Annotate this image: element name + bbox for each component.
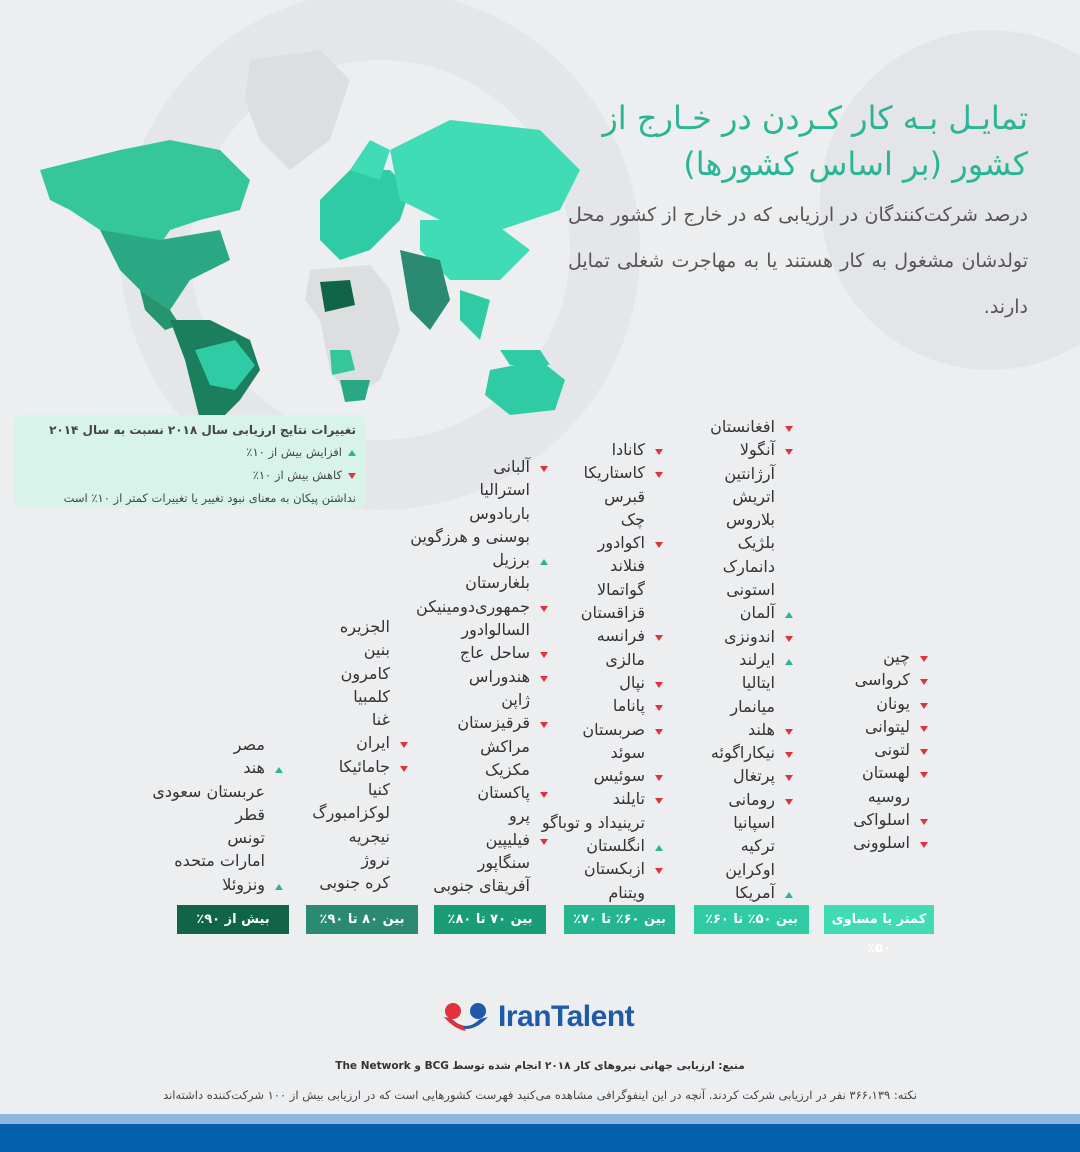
trend-marker — [653, 764, 665, 787]
country-name: هندوراس — [468, 666, 530, 686]
country-item — [710, 648, 795, 671]
country-name: رومانی — [728, 789, 775, 809]
country-name: سوئیس — [593, 766, 645, 786]
country-name: قبرس — [604, 486, 645, 506]
country-name: استرالیا — [479, 480, 530, 500]
country-name: اسلواکی — [853, 810, 910, 830]
country-item — [152, 849, 285, 872]
country-name: جامائیکا — [338, 756, 390, 776]
north-america — [40, 140, 250, 330]
page-title: تمایـل بـه کار کـردن در خـارج از کشور (بر اساس کشورها) — [602, 99, 1028, 183]
country-item — [542, 834, 665, 857]
country-item — [410, 571, 550, 594]
country-name: بلاروس — [726, 510, 775, 530]
arrow-down-icon — [920, 703, 928, 709]
country-name: ونزوئلا — [222, 874, 265, 894]
country-name: دانمارک — [722, 556, 775, 576]
country-item — [312, 778, 410, 801]
country-name: پاکستان — [477, 783, 530, 803]
country-name: هند — [243, 758, 265, 778]
country-name: کرواسی — [854, 670, 910, 690]
country-name: نیکاراگوئه — [710, 743, 775, 763]
country-column-le50 — [853, 645, 930, 855]
country-item — [710, 718, 795, 741]
country-name: بنین — [363, 640, 390, 660]
country-item — [542, 624, 665, 647]
country-item — [542, 648, 665, 671]
country-name: کره جنوبی — [319, 873, 390, 893]
country-name: عربستان سعودی — [152, 781, 265, 801]
arrow-down-icon — [655, 775, 663, 781]
country-name: نروژ — [361, 849, 390, 869]
arrow-up-icon — [655, 845, 663, 851]
country-item — [710, 834, 795, 857]
arrow-down-icon — [920, 679, 928, 685]
country-name: مالزی — [605, 649, 645, 669]
arrow-down-icon — [785, 752, 793, 758]
trend-marker — [653, 787, 665, 810]
country-name: نیجریه — [348, 826, 390, 846]
country-item — [152, 826, 285, 849]
country-item — [410, 665, 550, 688]
country-name: سنگاپور — [477, 853, 530, 873]
country-name: امارات متحده — [174, 851, 265, 871]
country-item — [410, 735, 550, 758]
country-name: کلمبیا — [353, 686, 390, 706]
country-name: پرو — [508, 806, 530, 826]
trend-marker — [538, 828, 550, 851]
country-item — [542, 485, 665, 508]
arrow-down-icon — [540, 792, 548, 798]
country-name: فیلیپین — [485, 829, 530, 849]
arrow-down-icon — [785, 636, 793, 642]
country-item — [710, 625, 795, 648]
arrow-down-icon — [655, 729, 663, 735]
page-subtitle: درصد شرکت‌کنندگان در ارزیابی که در خارج از کشور محل تولدشان مشغول به کار هستند یا به مهاجرت شغلی تمایل دارند. — [568, 204, 1028, 318]
country-column-50-60 — [710, 415, 795, 904]
country-item — [853, 785, 930, 808]
country-item — [312, 708, 410, 731]
country-name: غنا — [371, 710, 390, 730]
country-item — [410, 711, 550, 734]
trend-marker — [653, 438, 665, 461]
arrow-down-icon — [920, 819, 928, 825]
arrow-down-icon — [655, 449, 663, 455]
category-70-80: بین ۷۰ تا ۸۰٪ — [434, 905, 546, 934]
arrow-up-icon — [785, 892, 793, 898]
arrow-down-icon — [655, 472, 663, 478]
country-item — [410, 758, 550, 781]
country-item — [542, 508, 665, 531]
arrow-down-icon — [785, 449, 793, 455]
arrow-down-icon — [348, 473, 356, 479]
arrow-down-icon — [655, 868, 663, 874]
country-item — [710, 601, 795, 624]
south-america — [170, 320, 260, 420]
country-item — [152, 756, 285, 779]
arrow-down-icon — [540, 722, 548, 728]
arrow-down-icon — [920, 656, 928, 662]
country-name: اسلوونی — [853, 833, 910, 853]
arrow-down-icon — [655, 635, 663, 641]
country-item — [710, 415, 795, 438]
trend-marker — [653, 718, 665, 741]
arrow-up-icon — [785, 659, 793, 665]
country-name: ازبکستان — [583, 859, 645, 879]
country-item — [410, 874, 550, 897]
trend-marker — [273, 756, 285, 779]
country-name: پرتغال — [733, 766, 775, 786]
trend-marker — [918, 808, 930, 831]
country-name: لتونی — [874, 740, 910, 760]
country-name: چین — [883, 647, 910, 666]
country-item — [152, 873, 285, 896]
country-item — [542, 578, 665, 601]
country-name: مصر — [233, 735, 265, 754]
trend-marker — [538, 711, 550, 734]
legend-note-label: نداشتن پیکان به معنای نبود تغییر یا تغییرات کمتر از ۱۰٪ است — [63, 491, 356, 505]
country-name: ویتنام — [608, 882, 645, 902]
trend-marker — [538, 455, 550, 478]
country-name: اوکراین — [725, 859, 775, 879]
country-name: ساحل عاج — [459, 643, 530, 663]
country-name: آرژانتین — [724, 463, 775, 483]
source-text: منبع: ارزیابی جهانی نیروهای کار ۲۰۱۸ انجام شده توسط BCG و The Network — [335, 1060, 745, 1072]
country-item — [312, 731, 410, 754]
country-item — [710, 438, 795, 461]
category-50-60: بین ۵۰٪ تا ۶۰٪ — [694, 905, 809, 934]
change-legend — [14, 415, 366, 508]
trend-marker — [653, 624, 665, 647]
country-name: باربادوس — [469, 503, 530, 523]
country-name: قرقیزستان — [457, 713, 530, 733]
country-name: قزاقستان — [580, 603, 645, 623]
country-item — [710, 555, 795, 578]
country-item — [410, 641, 550, 664]
country-item — [312, 615, 410, 638]
country-name: لیتوانی — [864, 716, 910, 736]
trend-marker — [918, 715, 930, 738]
country-column-80-90 — [312, 615, 410, 895]
legend-note — [24, 487, 356, 510]
country-item — [542, 857, 665, 880]
country-item — [853, 668, 930, 691]
country-item — [410, 688, 550, 711]
arrow-up-icon — [348, 450, 356, 456]
country-name: ایرلند — [739, 649, 775, 669]
country-item — [710, 508, 795, 531]
country-name: یونان — [876, 693, 910, 713]
legend-title: تغییرات نتایج ارزیابی سال ۲۰۱۸ نسبت به سال ۲۰۱۴ — [49, 423, 356, 437]
trend-marker — [273, 873, 285, 896]
arrow-down-icon — [540, 839, 548, 845]
arrow-down-icon — [655, 798, 663, 804]
country-item — [542, 461, 665, 484]
arrow-down-icon — [540, 652, 548, 658]
country-item — [410, 525, 550, 548]
country-item — [410, 455, 550, 478]
arrow-down-icon — [540, 606, 548, 612]
footer-stripe — [0, 1114, 1080, 1124]
country-name: قطر — [235, 804, 265, 824]
country-item — [710, 788, 795, 811]
africa — [305, 265, 400, 402]
country-item — [312, 755, 410, 778]
arrow-down-icon — [785, 775, 793, 781]
country-item — [410, 804, 550, 827]
country-item — [410, 618, 550, 641]
country-item — [312, 825, 410, 848]
country-item — [710, 881, 795, 904]
country-name: لهستان — [862, 763, 910, 783]
country-item — [410, 548, 550, 571]
country-name: میانمار — [730, 696, 775, 716]
country-item — [542, 601, 665, 624]
country-name: گواتمالا — [596, 579, 645, 599]
country-item — [542, 694, 665, 717]
trend-marker — [653, 857, 665, 880]
country-name: فرانسه — [596, 626, 645, 646]
note-text: نکته: ۳۶۶،۱۳۹ نفر در ارزیابی شرکت کردند. آنچه در این اینفوگرافی مشاهده می‌کنید فهرست کشورهایی است که در ارزیابی بیش از ۱۰۰ شرکت‌کننده داشته‌اند — [163, 1088, 917, 1102]
trend-marker — [538, 548, 550, 571]
trend-marker — [918, 645, 930, 668]
country-name: پاناما — [612, 696, 645, 716]
country-name: ترینیداد و توباگو — [541, 812, 645, 832]
arrow-down-icon — [655, 682, 663, 688]
country-name: آنگولا — [739, 440, 775, 460]
trend-marker — [538, 641, 550, 664]
trend-marker — [783, 788, 795, 811]
country-name: کانادا — [611, 440, 645, 459]
arrow-down-icon — [920, 772, 928, 778]
country-name: سوئد — [610, 742, 645, 762]
country-name: کنیا — [367, 780, 390, 800]
country-name: ترکیه — [740, 836, 775, 856]
arrow-up-icon — [540, 559, 548, 565]
arrow-down-icon — [655, 705, 663, 711]
country-name: اکوادور — [597, 533, 645, 553]
trend-marker — [918, 692, 930, 715]
country-item — [410, 781, 550, 804]
country-item — [312, 662, 410, 685]
country-item — [853, 692, 930, 715]
country-name: مکزیک — [484, 759, 530, 779]
country-name: انگلستان — [586, 836, 645, 856]
trend-marker — [653, 531, 665, 554]
arrow-down-icon — [400, 766, 408, 772]
arrow-down-icon — [920, 842, 928, 848]
greenland — [245, 50, 350, 170]
country-name: ژاپن — [501, 689, 530, 709]
brand-logo — [440, 995, 650, 1039]
trend-marker — [538, 595, 550, 618]
country-item — [542, 764, 665, 787]
country-name: بلغارستان — [465, 573, 530, 593]
trend-marker — [918, 761, 930, 784]
country-name: هلند — [748, 719, 775, 739]
country-name: صربستان — [582, 719, 645, 739]
country-item — [542, 671, 665, 694]
country-name: جمهوری‌دومینیکن — [416, 596, 530, 616]
country-name: کاستاریکا — [583, 463, 645, 483]
country-name: چک — [620, 509, 645, 529]
country-name: ایران — [356, 733, 390, 753]
country-name: تونس — [227, 828, 265, 848]
country-name: اسپانیا — [733, 813, 775, 833]
trend-marker — [783, 881, 795, 904]
category-80-90: بین ۸۰ تا ۹۰٪ — [306, 905, 418, 934]
trend-marker — [538, 665, 550, 688]
country-item — [710, 764, 795, 787]
arrow-up-icon — [785, 612, 793, 618]
country-name: بوسنی و هرزگوین — [410, 526, 530, 546]
country-item — [542, 811, 665, 834]
country-name: افغانستان — [710, 417, 775, 436]
arrow-down-icon — [785, 729, 793, 735]
country-item — [312, 685, 410, 708]
country-name: اندونزی — [724, 626, 775, 646]
country-item — [710, 531, 795, 554]
trend-marker — [653, 834, 665, 857]
country-item — [710, 578, 795, 601]
country-name: کامرون — [340, 663, 390, 683]
country-item — [542, 531, 665, 554]
trend-marker — [783, 625, 795, 648]
country-name: برزیل — [492, 550, 530, 570]
trend-marker — [783, 438, 795, 461]
country-item — [710, 741, 795, 764]
country-name: اتریش — [732, 486, 775, 506]
legend-increase — [24, 441, 356, 464]
arrow-up-icon — [275, 884, 283, 890]
country-name: السالوادور — [461, 620, 530, 640]
arrow-down-icon — [785, 799, 793, 805]
country-item — [312, 801, 410, 824]
country-item — [312, 871, 410, 894]
country-name: فنلاند — [610, 556, 645, 576]
country-item — [410, 595, 550, 618]
trend-marker — [783, 415, 795, 438]
country-name: تایلند — [612, 789, 645, 809]
trend-marker — [918, 738, 930, 761]
country-item — [853, 761, 930, 784]
country-item — [410, 851, 550, 874]
country-column-90 — [152, 733, 285, 896]
arrow-down-icon — [920, 749, 928, 755]
country-name: مراکش — [480, 736, 530, 756]
country-name: آلمان — [739, 603, 775, 623]
country-item — [152, 733, 285, 756]
country-item — [410, 478, 550, 501]
trend-marker — [918, 831, 930, 854]
country-name: آلبانی — [493, 457, 530, 476]
trend-marker — [783, 648, 795, 671]
trend-marker — [918, 668, 930, 691]
trend-marker — [783, 601, 795, 624]
country-item — [152, 803, 285, 826]
category-le50: کمتر یا مساوی ۵۰٪ — [824, 905, 934, 934]
country-item — [542, 741, 665, 764]
trend-marker — [653, 671, 665, 694]
country-name: الجزیره — [339, 617, 390, 636]
country-item — [853, 738, 930, 761]
trend-marker — [783, 718, 795, 741]
country-name: نپال — [619, 672, 645, 692]
irantalent-logo-icon — [440, 999, 492, 1035]
country-item — [542, 787, 665, 810]
country-name: آمریکا — [734, 882, 775, 902]
country-name: آفریقای جنوبی — [433, 876, 530, 896]
trend-marker — [783, 764, 795, 787]
country-item — [853, 645, 930, 668]
country-column-70-80 — [410, 455, 550, 898]
arrow-down-icon — [785, 426, 793, 432]
arrow-down-icon — [400, 742, 408, 748]
australia — [485, 360, 565, 415]
country-item — [312, 638, 410, 661]
arrow-down-icon — [540, 676, 548, 682]
country-item — [410, 828, 550, 851]
country-item — [853, 831, 930, 854]
legend-decrease — [24, 464, 356, 487]
country-item — [152, 780, 285, 803]
world-map — [20, 20, 590, 420]
category-90: بیش از ۹۰٪ — [177, 905, 289, 934]
country-name: ایتالیا — [741, 673, 775, 693]
footer-bar — [0, 1124, 1080, 1152]
brand-name: IranTalent — [498, 1000, 635, 1033]
arrow-up-icon — [275, 767, 283, 773]
country-name: بلژیک — [737, 533, 775, 553]
country-column-60-70 — [542, 438, 665, 904]
country-item — [542, 718, 665, 741]
country-name: روسیه — [867, 786, 910, 806]
category-60-70: بین ۶۰٪ تا ۷۰٪ — [564, 905, 675, 934]
country-item — [853, 808, 930, 831]
country-name: لوکزامبورگ — [312, 803, 390, 823]
trend-marker — [538, 781, 550, 804]
country-item — [853, 715, 930, 738]
country-item — [312, 848, 410, 871]
trend-marker — [653, 694, 665, 717]
country-item — [542, 554, 665, 577]
country-item — [710, 671, 795, 694]
legend-increase-label: افزایش بیش از ۱۰٪ — [246, 445, 342, 459]
country-item — [410, 502, 550, 525]
arrow-down-icon — [920, 726, 928, 732]
country-item — [710, 811, 795, 834]
trend-marker — [653, 461, 665, 484]
trend-marker — [398, 731, 410, 754]
country-item — [542, 881, 665, 904]
country-item — [710, 695, 795, 718]
trend-marker — [783, 741, 795, 764]
country-item — [542, 438, 665, 461]
legend-decrease-label: کاهش بیش از ۱۰٪ — [252, 468, 342, 482]
arrow-down-icon — [655, 542, 663, 548]
arrow-down-icon — [540, 466, 548, 472]
country-item — [710, 485, 795, 508]
country-item — [710, 462, 795, 485]
trend-marker — [398, 755, 410, 778]
country-name: استونی — [726, 580, 775, 600]
country-item — [710, 858, 795, 881]
